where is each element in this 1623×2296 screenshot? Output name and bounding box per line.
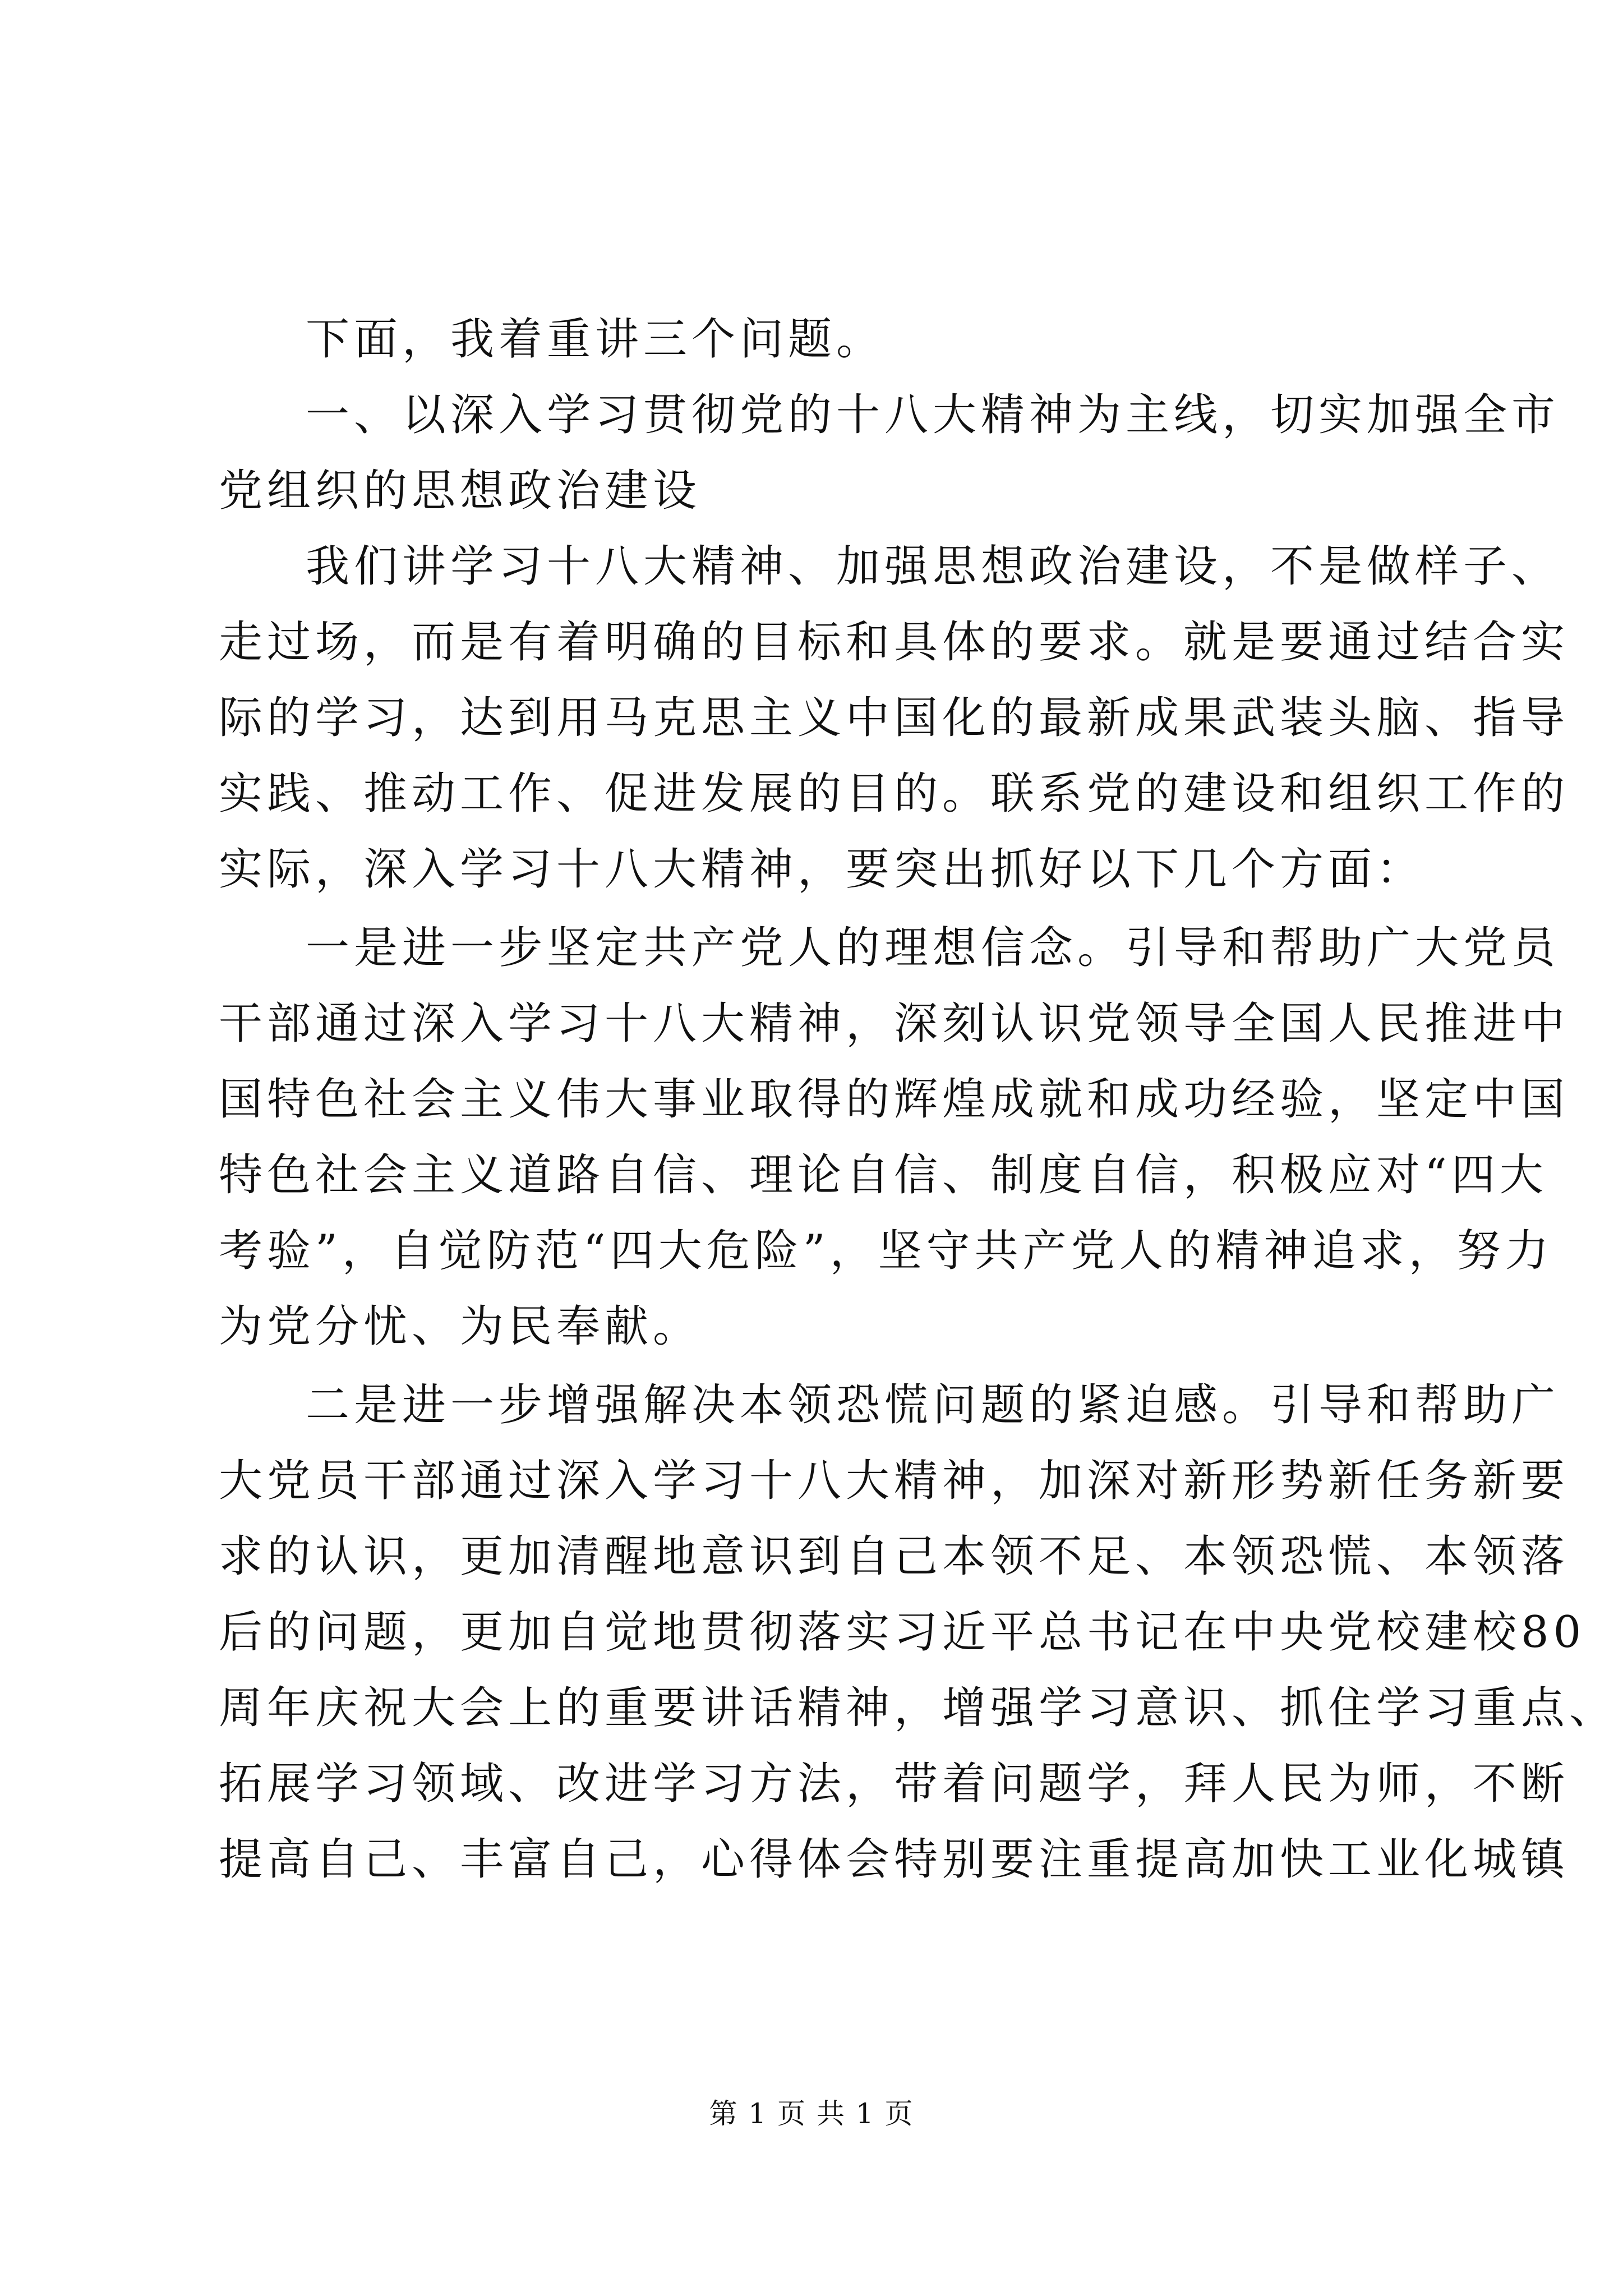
section-heading-line: 党组织的思想政治建设 [219,466,702,516]
paragraph-line: 周年庆祝大会上的重要讲话精神，增强学习意识、抓住学习重点、 [219,1683,1618,1733]
section-heading-line: 一、以深入学习贯彻党的十八大精神为主线，切实加强全市 [306,390,1560,440]
paragraph-intro: 下面，我着重讲三个问题。 [306,314,885,365]
paragraph-line: 考验”，自觉防范“四大危险”，坚守共产党人的精神追求，努力 [219,1226,1553,1276]
paragraph-line: 后的问题，更加自觉地贯彻落实习近平总书记在中央党校建校80 [219,1607,1586,1658]
paragraph-line: 为党分忧、为民奉献。 [219,1301,702,1352]
paragraph-line: 走过场，而是有着明确的目标和具体的要求。就是要通过结合实 [219,617,1570,668]
page-number-footer: 第 1 页 共 1 页 [709,2097,914,2130]
paragraph-line: 际的学习，达到用马克思主义中国化的最新成果武装头脑、指导 [219,693,1570,743]
paragraph-line: 国特色社会主义伟大事业取得的辉煌成就和成功经验，坚定中国 [219,1074,1570,1125]
paragraph-line: 干部通过深入学习十八大精神，深刻认识党领导全国人民推进中 [219,999,1570,1049]
paragraph-line: 求的认识，更加清醒地意识到自己本领不足、本领恐慌、本领落 [219,1531,1570,1582]
paragraph-line: 实践、推动工作、促进发展的目的。联系党的建设和组织工作的 [219,769,1570,819]
paragraph-line: 一是进一步坚定共产党人的理想信念。引导和帮助广大党员 [306,923,1560,973]
paragraph-line: 提高自己、丰富自己，心得体会特别要注重提高加快工业化城镇 [219,1834,1570,1885]
paragraph-line: 我们讲学习十八大精神、加强思想政治建设，不是做样子、 [306,541,1560,592]
paragraph-line: 拓展学习领域、改进学习方法，带着问题学，拜人民为师，不断 [219,1759,1570,1809]
paragraph-line: 实际，深入学习十八大精神，要突出抓好以下几个方面： [219,844,1425,895]
paragraph-line: 特色社会主义道路自信、理论自信、制度自信，积极应对“四大 [219,1150,1548,1200]
paragraph-line: 大党员干部通过深入学习十八大精神，加深对新形势新任务新要 [219,1456,1570,1506]
paragraph-line: 二是进一步增强解决本领恐慌问题的紧迫感。引导和帮助广 [306,1380,1560,1430]
